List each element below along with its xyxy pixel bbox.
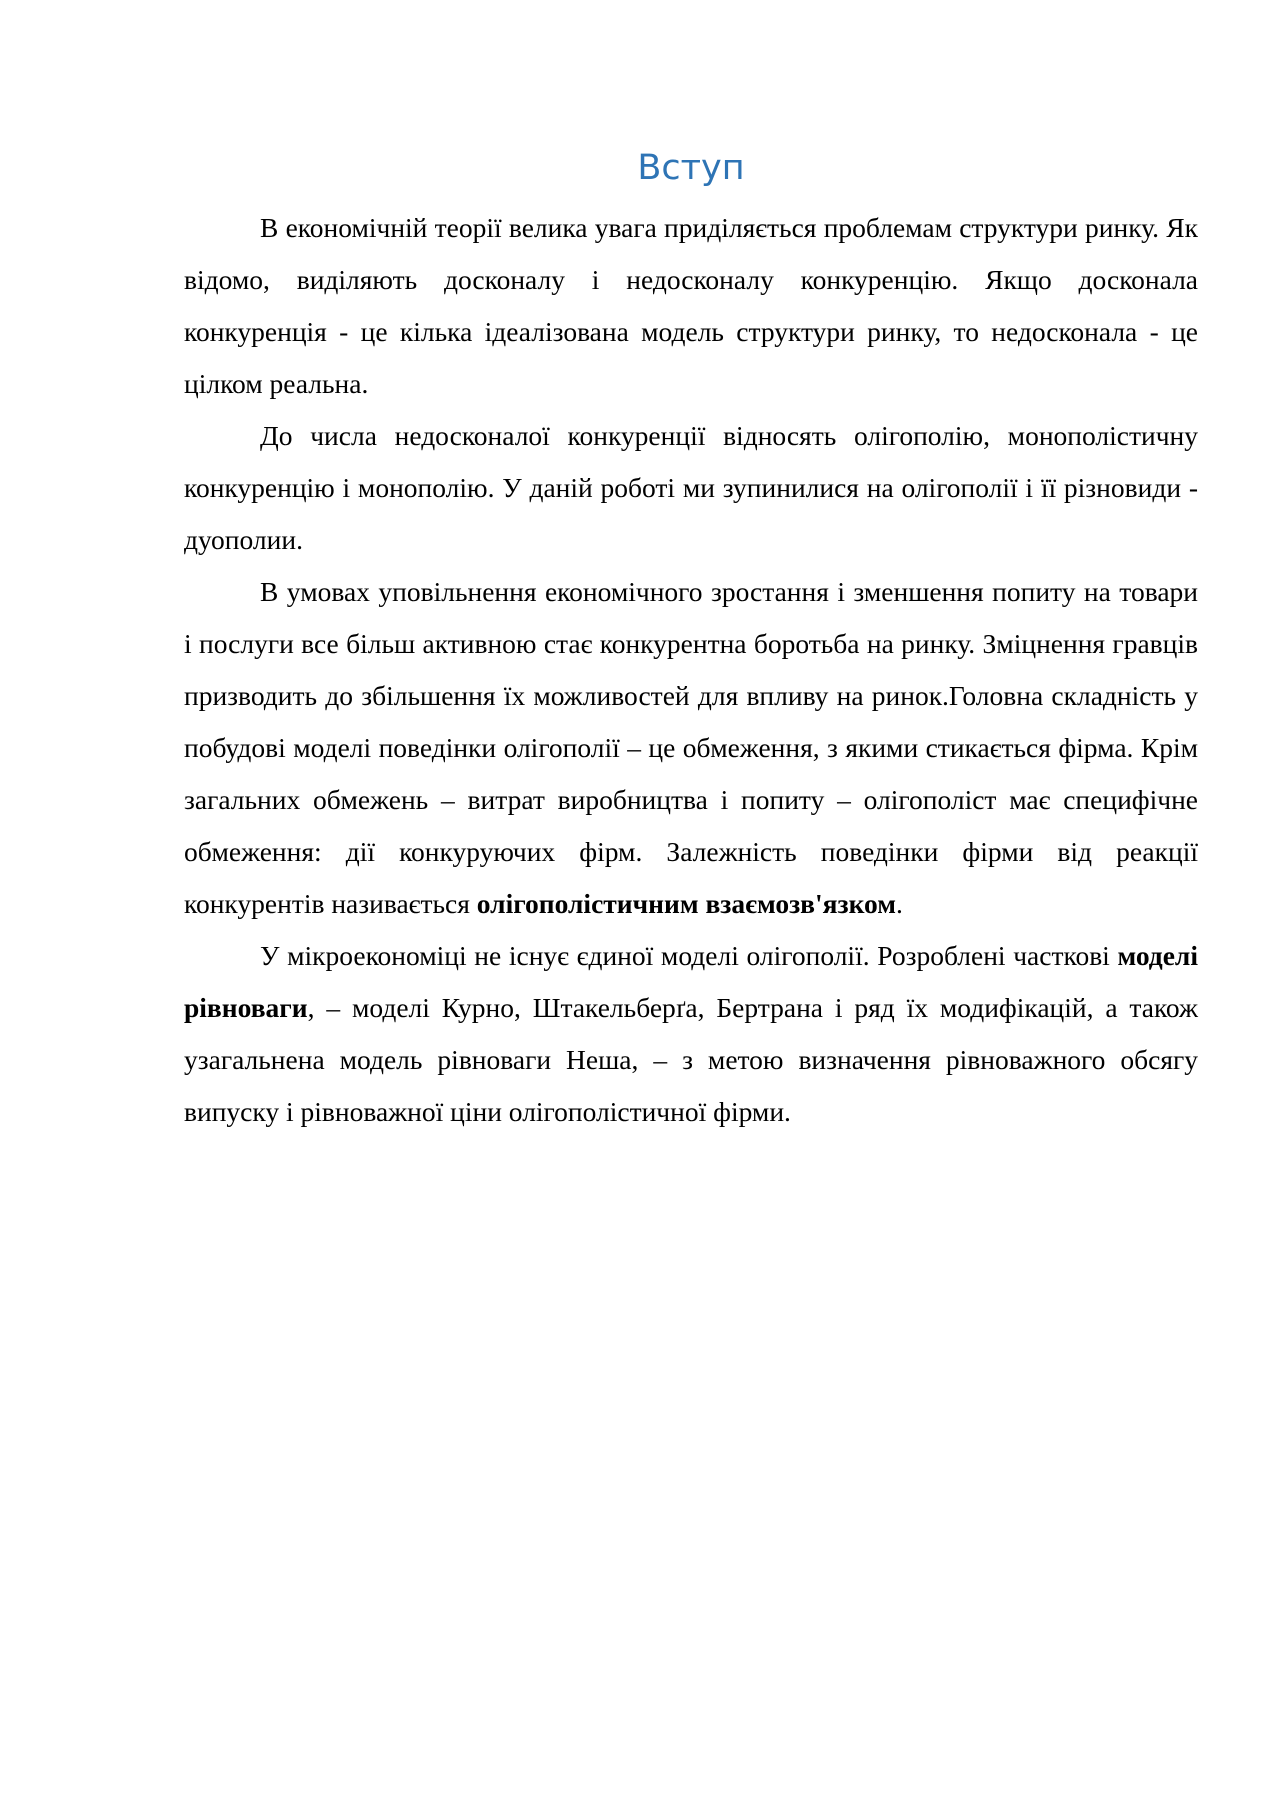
paragraph-3-end: . (896, 888, 903, 919)
paragraph-3-text: В умовах уповільнення економічного зростання і зменшення попиту на товари і послуги все більш активною стає конкурентна боротьба на ринку. Зміцнення гравців призводить до збільшення їх можливостей для впливу на ринок.Головна складність у побудові моделі поведінки олігополії – це обмеження, з якими стикається фірма. Крім загальних обмежень – витрат виробництва і попиту – олігополіст має специфічне обмеження: дії конкуруючих фірм. Залежність поведінки фірми від реакції конкурентів називається (184, 576, 1198, 919)
paragraph-4-bold-term: моделі рівноваги (184, 940, 1198, 1023)
paragraph-3-bold-term: олігополістичним взаємозв'язком (476, 888, 897, 919)
paragraph-4 (184, 930, 1198, 1138)
document-title: Вступ (637, 148, 745, 188)
paragraph-1-text: В економічній теорії велика увага приділяється проблемам структури ринку. Як відомо, виділяють досконалу і недосконалу конкуренцію. Якщо досконала конкуренція - це кілька ідеалізована модель структури ринку, то недосконала - це цілком реальна. (184, 212, 1198, 399)
paragraph-3 (184, 566, 1198, 930)
document-body (184, 202, 1198, 1138)
paragraph-1 (184, 202, 1198, 410)
paragraph-2 (184, 410, 1198, 566)
paragraph-2-text: До числа недосконалої конкуренції відносять олігополію, монополістичну конкуренцію і монополію. У даній роботі ми зупинилися на олігополії і її різновиди - дуополии. (184, 420, 1198, 555)
paragraph-4-end: , – моделі Курно, Штакельберґа, Бертрана і ряд їх модифікацій, а також узагальнена модель рівноваги Неша, – з метою визначення рівноважного обсягу випуску і рівноважної ціни олігополістичної фірми. (184, 992, 1198, 1127)
paragraph-4-text: У мікроекономіці не існує єдиної моделі олігополії. Розроблені часткові (260, 940, 1118, 971)
